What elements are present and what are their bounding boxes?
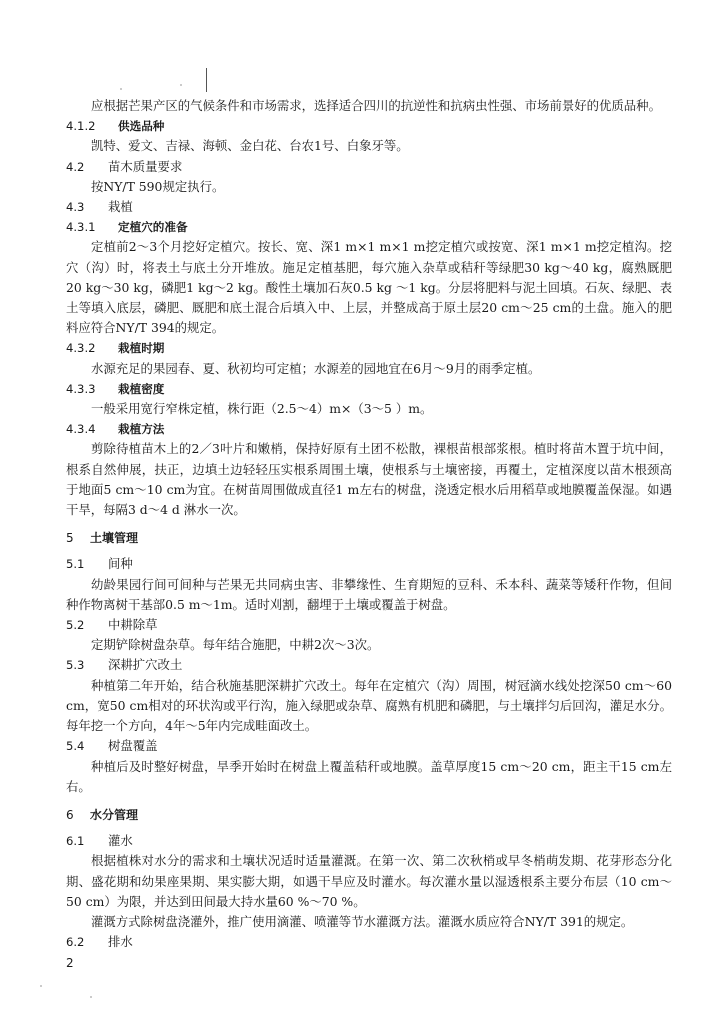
paragraph: 按NY/T 590规定执行。	[91, 178, 225, 194]
heading-title: 中耕除草	[108, 617, 158, 633]
scan-speck	[40, 985, 42, 987]
scan-artifact	[206, 68, 207, 92]
scan-speck	[120, 88, 122, 90]
heading-number: 4.3	[66, 200, 85, 215]
heading-title: 苗木质量要求	[108, 158, 183, 174]
section-heading	[66, 805, 672, 825]
paragraph: 水源充足的果园春、夏、秋初均可定植；水源差的园地宜在6月～9月的雨季定植。	[91, 360, 541, 376]
paragraph: 一般采用宽行窄株定植，株行距（2.5～4）m×（3～5 ）m。	[91, 401, 433, 417]
heading-title: 栽植方法	[118, 422, 165, 437]
heading-number: 5	[66, 531, 74, 546]
subsection-heading	[66, 655, 672, 675]
document-body	[66, 96, 672, 952]
subsection-heading	[66, 932, 672, 952]
paragraph: 剪除待植苗木上的2／3叶片和嫩梢，保持好原有土团不松散，裸根苗根部浆根。植时将苗木置于坑中间，根系自然伸展，扶正，边填土边轻轻压实根系周围土壤，使根系与土壤密接，再覆土，定植深度以苗木根颈高于地面5 cm～10 cm为宜。在树苗周围做成直径1 m左右的树盘，浇透定根水后用稻草或地膜覆盖保湿。如遇干旱，每隔3 d～4 d 淋水一次。	[66, 441, 672, 518]
heading-number: 4.3.4	[66, 422, 96, 437]
heading-title: 树盘覆盖	[108, 738, 158, 754]
clause-heading	[66, 217, 672, 237]
heading-title: 水分管理	[90, 807, 139, 822]
paragraph: 凯特、爱文、吉禄、海顿、金白花、台农1号、白象牙等。	[91, 138, 409, 154]
heading-number: 4.3.2	[66, 341, 96, 356]
heading-number: 4.2	[66, 159, 85, 174]
heading-number: 6	[66, 807, 74, 822]
heading-number: 4.1.2	[66, 119, 96, 134]
subsection-heading	[66, 736, 672, 756]
subsection-heading	[66, 831, 672, 851]
clause-heading	[66, 338, 672, 358]
paragraph: 根据植株对水分的需求和土壤状况适时适量灌溉。在第一次、第二次秋梢或早冬梢萌发期、花芽形态分化期、盛花期和幼果座果期、果实膨大期，如遇干旱应及时灌水。每次灌水量以湿透根系主要分布层（10 cm～50 cm）为限，并达到田间最大持水量60 %～70 %。	[66, 853, 672, 909]
paragraph: 应根据芒果产区的气候条件和市场需求，选择适合四川的抗逆性和抗病虫性强、市场前景好的优质品种。	[91, 98, 661, 113]
paragraph: 灌溉方式除树盘浇灌外，推广使用滴灌、喷灌等节水灌溉方法。灌溉水质应符合NY/T 391的规定。	[91, 913, 634, 929]
scan-speck	[180, 84, 182, 86]
scan-speck	[90, 996, 92, 998]
heading-number: 5.2	[66, 618, 85, 633]
heading-number: 6.1	[66, 834, 85, 849]
heading-title: 排水	[108, 934, 133, 950]
heading-title: 间种	[108, 556, 133, 572]
subsection-heading	[66, 197, 672, 217]
heading-title: 栽植时期	[118, 341, 165, 356]
heading-title: 土壤管理	[90, 531, 139, 546]
clause-heading	[66, 419, 672, 439]
heading-title: 灌水	[108, 833, 133, 849]
clause-heading	[66, 116, 672, 136]
heading-title: 栽植	[108, 199, 133, 215]
paragraph: 定植前2～3个月挖好定植穴。按长、宽、深1 m×1 m×1 m挖定植穴或按宽、深1 m×1 m挖定植沟。挖穴（沟）时，将表土与底土分开堆放。施足定植基肥，每穴施入杂草或秸秆等绿肥30 kg～40 kg，腐熟厩肥20 kg～30 kg，磷肥1 kg～2 kg。酸性土壤加石灰0.5 kg ～1 kg。分层将肥料与泥土回填。石灰、绿肥、表土等填入底层，磷肥、厩肥和底土混合后填入中、上层，并整成高于原土层20 cm～25 cm的土盘。施入的肥料应符合NY/T 394的规定。	[66, 239, 672, 336]
heading-number: 5.4	[66, 739, 85, 754]
subsection-heading	[66, 615, 672, 635]
paragraph: 种植第二年开始，结合秋施基肥深耕扩穴改土。每年在定植穴（沟）周围，树冠滴水线处挖深50 cm～60 cm，宽50 cm相对的环状沟或平行沟，施入绿肥或杂草、腐熟有机肥和磷肥，与土壤拌匀后回沟，灌足水分。每年挖一个方向，4年～5年内完成畦面改土。	[66, 677, 672, 734]
heading-title: 供选品种	[118, 119, 165, 134]
heading-number: 4.3.1	[66, 220, 96, 235]
subsection-heading	[66, 554, 672, 574]
page-number: 2	[66, 956, 74, 970]
heading-number: 5.1	[66, 557, 85, 572]
heading-title: 定植穴的准备	[118, 220, 188, 235]
subsection-heading	[66, 157, 672, 177]
heading-number: 6.2	[66, 935, 85, 950]
heading-title: 深耕扩穴改土	[108, 657, 183, 673]
paragraph: 幼龄果园行间可间种与芒果无共同病虫害、非攀缘性、生育期短的豆科、禾本科、蔬菜等矮秆作物，但间种作物离树干基部0.5 m～1m。适时刈割，翻埋于土壤或覆盖于树盘。	[66, 576, 672, 612]
section-heading	[66, 528, 672, 548]
heading-number: 4.3.3	[66, 381, 96, 396]
heading-title: 栽植密度	[118, 381, 165, 396]
paragraph: 定期铲除树盘杂草。每年结合施肥，中耕2次～3次。	[91, 637, 380, 653]
paragraph: 种植后及时整好树盘，旱季开始时在树盘上覆盖秸秆或地膜。盖草厚度15 cm～20 cm，距主干15 cm左右。	[66, 758, 672, 794]
clause-heading	[66, 379, 672, 399]
heading-number: 5.3	[66, 658, 85, 673]
